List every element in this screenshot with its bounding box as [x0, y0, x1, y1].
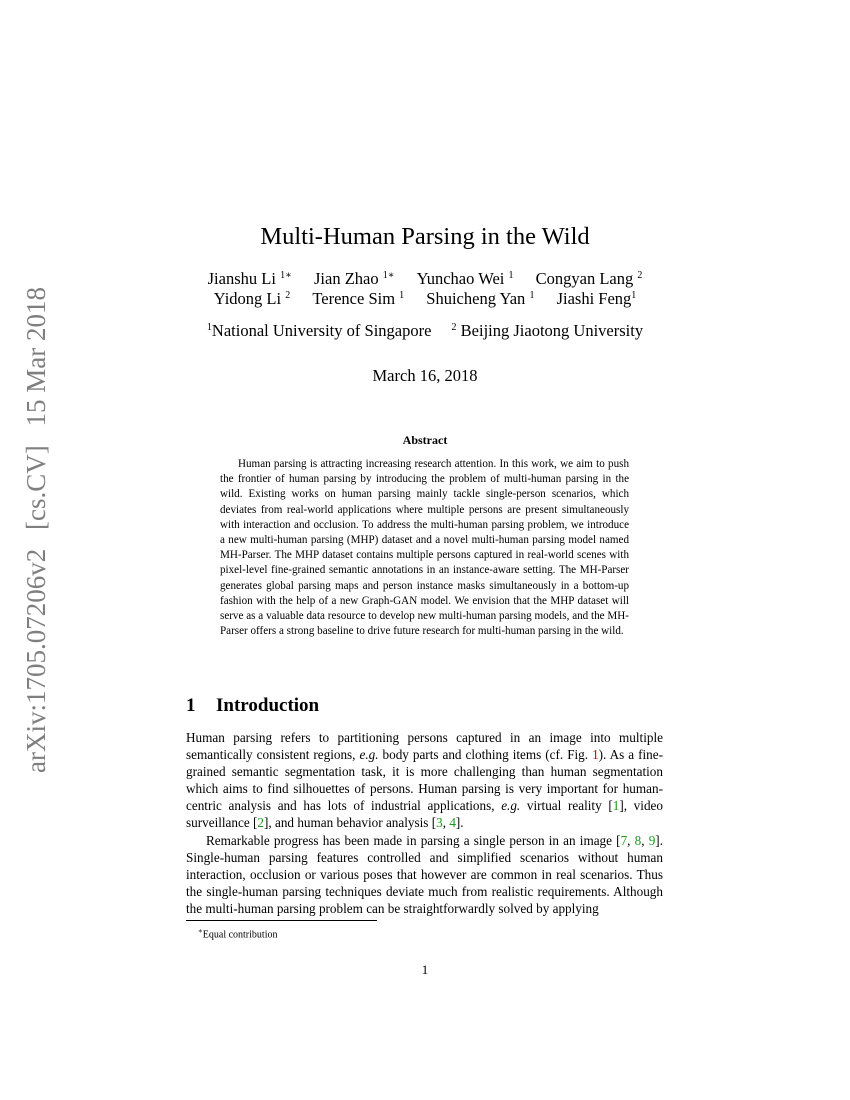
arxiv-category: [cs.CV] — [21, 445, 51, 530]
intro-paragraph-1: Human parsing refers to partitioning persons captured in an image into multiple semantically consistent regions, e.g. body parts and clothing items (cf. Fig. 1). As a fine-grained semantic segmentation task, it is more challenging than human segmentation which aims to find silhouettes of persons. Human parsing is very important for human-centric analysis and has lots of industrial applications, e.g. virtual reality [1], video surveillance [2], and human behavior analysis [3, 4]. — [186, 730, 663, 831]
author: Yidong Li $^2$ — [213, 289, 291, 308]
affiliations — [0, 321, 850, 341]
abstract-text: Human parsing is attracting increasing research attention. In this work, we aim to push the frontier of human parsing by introducing the problem of multi-human parsing in the wild. Existing works on human parsing mainly tackle single-person scenarios, which deviates from real-world applications where multiple persons are present simultaneously with interaction and occlusion. To address the multi-human parsing problem, we introduce a new multi-human parsing (MHP) dataset and a novel multi-human parsing model named MH-Parser. The MHP dataset contains multiple persons captured in real-world scenes with pixel-level fine-grained semantic annotations in an instance-aware setting. The MH-Parser generates global parsing maps and person instance masks simultaneously in a bottom-up fashion with the help of a new Graph-GAN model. We envision that the MHP dataset will serve as a valuable data resource to develop new multi-human parsing models, and the MH-Parser offers a strong baseline to drive future research for multi-human parsing in the wild. — [220, 458, 629, 638]
author: Jian Zhao $^{1∗}$ — [313, 269, 395, 288]
author: Shuicheng Yan $^1$ — [426, 289, 535, 308]
author: Jiashi Feng$^1$ — [556, 289, 637, 308]
affiliation: $^2$ Beijing Jiaotong University — [451, 321, 644, 340]
citation-link[interactable]: 1 — [612, 798, 620, 814]
authors-row-2 — [0, 289, 850, 309]
author: Jianshu Li $^{1∗}$ — [207, 269, 292, 288]
citation-link[interactable]: 7 — [620, 832, 628, 848]
citation-link[interactable]: 4 — [449, 815, 456, 831]
footnote-divider — [186, 920, 377, 921]
citation-link[interactable]: 2 — [257, 815, 264, 831]
section-number: 1 — [186, 695, 196, 716]
citation-link[interactable]: 3 — [436, 815, 443, 831]
arxiv-id: arXiv:1705.07206v2 — [21, 548, 51, 773]
section-title: Introduction — [216, 695, 320, 716]
paper-date: March 16, 2018 — [372, 366, 478, 385]
citation-link[interactable]: 8 — [634, 832, 642, 848]
author: Yunchao Wei $^1$ — [416, 269, 514, 288]
intro-paragraph-2: Remarkable progress has been made in parsing a single person in an image [7, 8, 9]. Single-human parsing features controlled and simplified scenarios without human interaction, occlusion or various poses that however are common in real scenarios. Thus the single-human parsing techniques deviate much from realistic requirements. Although the multi-human parsing problem can be straightforwardly solved by applying — [186, 832, 663, 916]
affiliation: $^1$National University of Singapore — [206, 321, 432, 340]
citation-link[interactable]: 9 — [648, 832, 656, 848]
section-heading — [186, 694, 319, 718]
paper-title: Multi-Human Parsing in the Wild — [260, 223, 590, 250]
author: Congyan Lang $^2$ — [535, 269, 643, 288]
arxiv-date: 15 Mar 2018 — [21, 287, 51, 427]
arxiv-stamp — [19, 280, 53, 780]
figure-ref-link[interactable]: 1 — [592, 747, 599, 763]
footnote: ∗Equal contribution — [198, 927, 278, 941]
authors-row-1 — [0, 269, 850, 289]
page-number: 1 — [421, 962, 429, 977]
author: Terence Sim $^1$ — [312, 289, 405, 308]
abstract-heading: Abstract — [402, 433, 448, 447]
introduction-body — [186, 729, 663, 917]
